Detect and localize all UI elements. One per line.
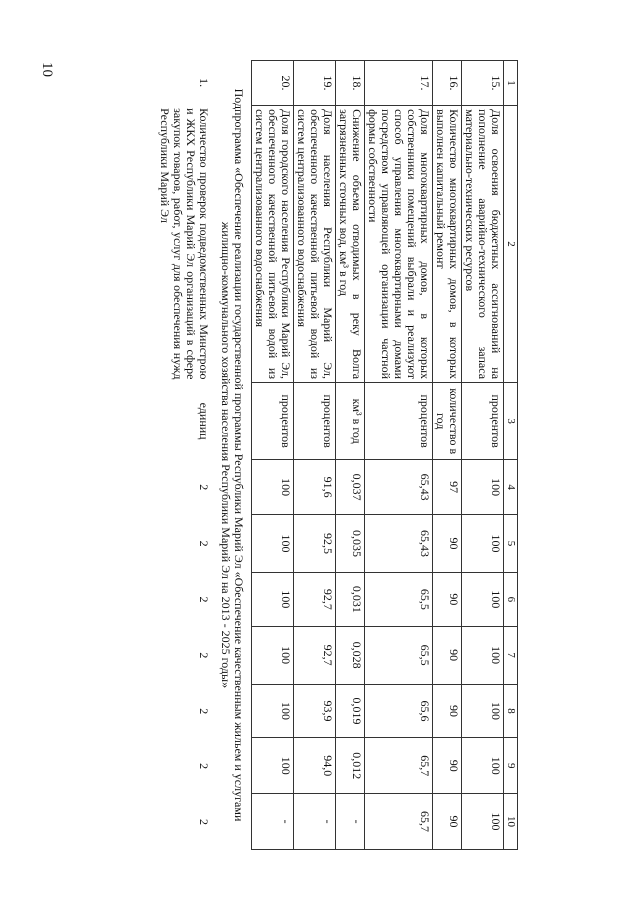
indicator-value: 94,0: [294, 738, 336, 794]
indicator-value: 100: [252, 626, 294, 684]
table-row: [252, 61, 294, 850]
indicator-value: 65,7: [365, 794, 433, 850]
indicator-description: Доля многоквартирных домов, в которых собственники помещений выбрали и реализуют способ управления многоквартирными домами посредством управляющей организации частной формы собственности: [365, 106, 433, 383]
indicator-value: 90: [433, 794, 462, 850]
indicator-description: Доля освоения бюджетных ассигнований на пополнение аварийно-технического запаса материально-технических ресурсов: [462, 106, 504, 383]
indicator-value: -: [252, 794, 294, 850]
row-number: 15.: [462, 61, 504, 106]
indicator-value: 100: [252, 515, 294, 573]
indicator-value: 92,7: [294, 626, 336, 684]
indicator-value: 65,6: [365, 684, 433, 738]
row-number: 16.: [433, 61, 462, 106]
unit-of-measure: процентов: [462, 383, 504, 460]
indicator-value: 90: [433, 684, 462, 738]
table-header-row: [504, 61, 518, 850]
indicator-value: 65,5: [365, 626, 433, 684]
indicator-description: Количество проверок подведомственных Минстрою и ЖКХ Республики Марий Эл организаций в сфере закупок товаров, работ, услуг для обеспечения нужд Республики Марий Эл: [158, 108, 211, 380]
table-row: [157, 60, 211, 850]
rotated-page-content: [53, 60, 518, 850]
indicator-value: 65,7: [365, 738, 433, 794]
header-cell: 3: [504, 383, 518, 460]
indicator-value: 100: [462, 515, 504, 573]
header-cell: 5: [504, 515, 518, 573]
indicator-value: 65,43: [365, 460, 433, 515]
subprogram-title: Подпрограмма «Обеспечение реализации государственной программы Республики Марий Эл «Обеспечение качественным жильем и услугами жилищно-коммунального хозяйства населения Республики Марий Эл на 2013 - 2025 годы»: [219, 88, 246, 822]
indicator-value: 100: [252, 573, 294, 627]
indicator-value: 100: [252, 460, 294, 515]
indicator-description: Снижение объема отводимых в реку Волга загрязненных сточных вод, км³ в год: [336, 106, 365, 383]
header-cell: 6: [504, 573, 518, 627]
indicator-value: 100: [252, 684, 294, 738]
indicator-value: 0,012: [336, 738, 365, 794]
indicator-value: 100: [462, 794, 504, 850]
indicator-description: Количество многоквартирных домов, в которых выполнен капитальный ремонт: [433, 106, 462, 383]
unit-of-measure: процентов: [294, 383, 336, 460]
table-row: [294, 61, 336, 850]
indicator-value: 2: [197, 708, 211, 715]
indicator-value: -: [294, 794, 336, 850]
table-row: [336, 61, 365, 850]
indicator-value: 100: [462, 573, 504, 627]
indicator-value: -: [336, 794, 365, 850]
unit-of-measure: процентов: [252, 383, 294, 460]
header-cell: 7: [504, 626, 518, 684]
indicator-value: 0,031: [336, 573, 365, 627]
indicator-value: 0,028: [336, 626, 365, 684]
indicator-value: 93,9: [294, 684, 336, 738]
indicator-value: 100: [462, 684, 504, 738]
header-cell: 9: [504, 738, 518, 794]
indicators-table: [251, 60, 518, 850]
unit-of-measure: количество в год: [433, 383, 462, 460]
row-number: 19.: [294, 61, 336, 106]
header-cell: 1: [504, 61, 518, 106]
header-cell: 8: [504, 684, 518, 738]
indicator-value: 2: [197, 484, 211, 491]
unit-of-measure: единиц: [197, 402, 211, 440]
indicator-value: 90: [433, 626, 462, 684]
indicator-value: 2: [197, 652, 211, 659]
header-cell: 4: [504, 460, 518, 515]
indicator-value: 100: [462, 460, 504, 515]
indicator-value: 91,6: [294, 460, 336, 515]
table-row: [365, 61, 433, 850]
indicator-value: 100: [462, 626, 504, 684]
header-cell: 2: [504, 106, 518, 383]
row-number: 17.: [365, 61, 433, 106]
row-number: 18.: [336, 61, 365, 106]
indicator-value: 2: [197, 540, 211, 547]
indicator-value: 100: [252, 738, 294, 794]
indicator-value: 65,43: [365, 515, 433, 573]
unit-of-measure: км³ в год: [336, 383, 365, 460]
indicator-value: 90: [433, 573, 462, 627]
indicator-value: 92,5: [294, 515, 336, 573]
indicator-description: Доля населения Республики Марий Эл, обеспеченного качественной питьевой водой из систем централизованного водоснабжения: [294, 106, 336, 383]
header-cell: 10: [504, 794, 518, 850]
table-row: [462, 61, 504, 850]
indicator-value: 90: [433, 515, 462, 573]
unit-of-measure: процентов: [365, 383, 433, 460]
row-number: 1.: [197, 78, 211, 88]
indicator-value: 0,035: [336, 515, 365, 573]
indicator-value: 0,019: [336, 684, 365, 738]
indicator-value: 100: [462, 738, 504, 794]
indicator-value: 2: [197, 819, 211, 826]
table-row: [433, 61, 462, 850]
indicator-value: 90: [433, 738, 462, 794]
indicator-value: 2: [197, 596, 211, 603]
indicator-value: 65,5: [365, 573, 433, 627]
subprogram-indicators-table: [157, 60, 211, 850]
indicator-value: 0,037: [336, 460, 365, 515]
indicator-value: 2: [197, 763, 211, 770]
indicator-value: 92,7: [294, 573, 336, 627]
page-number: 10: [39, 62, 55, 77]
indicator-value: 97: [433, 460, 462, 515]
row-number: 20.: [252, 61, 294, 106]
indicator-description: Доля городского населения Республики Марий Эл, обеспеченного качественной питьевой водой из систем централизованного водоснабжения: [252, 106, 294, 383]
